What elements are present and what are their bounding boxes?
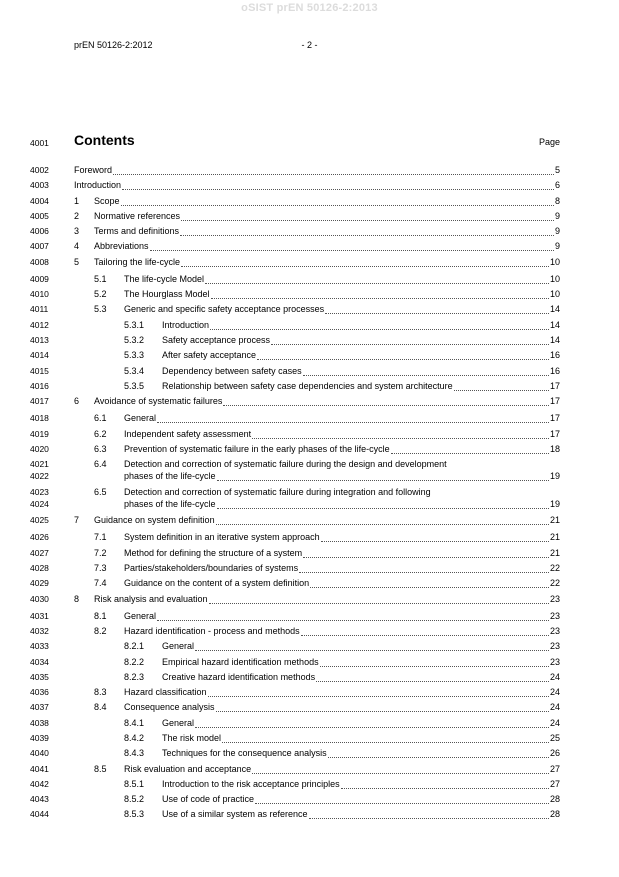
line-number: 4037 — [30, 702, 49, 713]
dot-leader — [217, 500, 549, 509]
section-number: 4 — [74, 241, 80, 252]
toc-title: Empirical hazard identification methods — [162, 656, 319, 667]
toc-entry[interactable] — [0, 241, 619, 256]
dot-leader — [210, 321, 549, 330]
toc-entry[interactable] — [0, 532, 619, 547]
dot-leader — [205, 275, 549, 284]
toc-title: Detection and correction of systematic failure during integration and following — [124, 487, 431, 498]
toc-entry[interactable] — [0, 748, 619, 763]
toc-page-number: 25 — [549, 732, 560, 743]
dot-leader — [222, 734, 549, 743]
toc-page-number: 19 — [549, 471, 560, 482]
line-number: 4018 — [30, 413, 49, 424]
dot-leader — [157, 612, 549, 621]
line-number: 4013 — [30, 335, 49, 346]
section-number: 5.3 — [94, 304, 107, 315]
dot-leader — [180, 227, 554, 236]
line-number: 4042 — [30, 778, 49, 789]
toc-title: Creative hazard identification methods — [162, 671, 316, 682]
toc-entry[interactable] — [0, 304, 619, 319]
toc-title: Guidance on the content of a system definition — [124, 578, 310, 589]
toc-page-number: 23 — [549, 641, 560, 652]
toc-title-continued: phases of the life-cycle — [124, 499, 216, 510]
line-number: 4021 — [30, 459, 49, 470]
toc-entry[interactable] — [0, 611, 619, 626]
toc-entry[interactable] — [0, 733, 619, 748]
dot-leader — [209, 595, 549, 604]
section-number: 5.3.5 — [124, 380, 145, 391]
toc-page-number: 21 — [549, 532, 560, 543]
line-number: 4005 — [30, 210, 49, 221]
toc-page-number: 22 — [549, 578, 560, 589]
toc-page-number: 24 — [549, 687, 560, 698]
toc-entry[interactable] — [0, 702, 619, 717]
toc-page-number: 23 — [549, 610, 560, 621]
line-number: 4043 — [30, 794, 49, 805]
toc-page-number: 22 — [549, 562, 560, 573]
dot-leader — [150, 242, 554, 251]
toc-title: Parties/stakeholders/boundaries of systems — [124, 562, 299, 573]
toc-page-number: 14 — [549, 335, 560, 346]
section-number: 8.4.3 — [124, 748, 145, 759]
section-number: 6 — [74, 396, 80, 407]
toc-title: System definition in an iterative system approach — [124, 532, 320, 543]
toc-title: Scope — [94, 195, 120, 206]
toc-entry[interactable] — [0, 718, 619, 733]
toc-page-number: 17 — [549, 428, 560, 439]
toc-page-number: 21 — [549, 515, 560, 526]
toc-page-number: 27 — [549, 763, 560, 774]
section-number: 7.1 — [94, 532, 107, 543]
toc-title: After safety acceptance — [162, 350, 257, 361]
line-number: 4027 — [30, 547, 49, 558]
toc-entry[interactable] — [0, 672, 619, 687]
toc-entry[interactable] — [0, 196, 619, 211]
dot-leader — [208, 688, 549, 697]
toc-page-number: 23 — [549, 593, 560, 604]
section-number: 7 — [74, 515, 80, 526]
line-number: 4002 — [30, 165, 49, 175]
toc-entry[interactable] — [0, 657, 619, 672]
page-column-label: Page — [538, 137, 560, 147]
line-number: 4040 — [30, 748, 49, 759]
toc-page-number: 14 — [549, 304, 560, 315]
line-number: 4041 — [30, 763, 49, 774]
dot-leader — [301, 627, 549, 636]
toc-title: Introduction — [74, 180, 122, 191]
toc-title: The risk model — [162, 732, 222, 743]
toc-title: Consequence analysis — [124, 702, 215, 713]
toc-title: Introduction — [162, 319, 210, 330]
toc-entry[interactable] — [0, 809, 619, 824]
line-number: 4025 — [30, 515, 49, 526]
toc-page-number: 14 — [549, 319, 560, 330]
dot-leader — [303, 549, 549, 558]
dot-leader — [309, 810, 549, 819]
toc-title: Relationship between safety case dependencies and system architecture — [162, 380, 453, 391]
dot-leader — [321, 533, 549, 542]
line-number: 4039 — [30, 732, 49, 743]
section-number: 7.4 — [94, 578, 107, 589]
toc-page-number: 24 — [549, 717, 560, 728]
toc-title: Dependency between safety cases — [162, 365, 302, 376]
line-number: 4010 — [30, 289, 49, 300]
toc-entry[interactable] — [0, 350, 619, 365]
toc-title: Use of a similar system as reference — [162, 809, 308, 820]
section-number: 5.1 — [94, 273, 107, 284]
section-number: 5.2 — [94, 289, 107, 300]
dot-leader — [320, 658, 549, 667]
toc-title: Hazard identification - process and methods — [124, 625, 300, 636]
page-number: - 2 - — [301, 40, 318, 50]
toc-page-number: 16 — [549, 350, 560, 361]
line-number: 4036 — [30, 687, 49, 698]
line-number: 4017 — [30, 396, 49, 407]
toc-entry[interactable] — [0, 396, 619, 411]
section-number: 6.2 — [94, 428, 107, 439]
toc-entry[interactable] — [0, 794, 619, 809]
contents-title: Contents — [74, 132, 135, 148]
line-number: 4020 — [30, 443, 49, 454]
dot-leader — [195, 642, 549, 651]
toc-entry[interactable] — [0, 429, 619, 444]
toc-entry[interactable] — [0, 257, 619, 272]
toc-page-number: 6 — [554, 180, 560, 191]
watermark: oSIST prEN 50126-2:2013 — [241, 2, 378, 14]
section-number: 8.2 — [94, 625, 107, 636]
dot-leader — [271, 336, 549, 345]
section-number: 8.2.1 — [124, 641, 145, 652]
line-number: 4031 — [30, 610, 49, 621]
section-number: 6.4 — [94, 459, 107, 470]
toc-entry[interactable] — [0, 335, 619, 350]
dot-leader — [216, 703, 549, 712]
contents-heading-row — [0, 132, 619, 150]
line-number: 4008 — [30, 256, 49, 267]
line-number: 4007 — [30, 241, 49, 252]
toc-title: General — [162, 641, 195, 652]
dot-leader — [316, 673, 549, 682]
toc-entry[interactable] — [0, 641, 619, 656]
line-number: 4015 — [30, 365, 49, 376]
section-number: 8.5.2 — [124, 794, 145, 805]
toc-entry[interactable] — [0, 594, 619, 609]
dot-leader — [299, 564, 549, 573]
toc-entry[interactable] — [0, 578, 619, 593]
dot-leader — [217, 472, 549, 481]
section-number: 6.1 — [94, 413, 107, 424]
section-number: 5 — [74, 256, 80, 267]
toc-entry[interactable] — [0, 289, 619, 304]
toc-entry[interactable] — [0, 180, 619, 195]
dot-leader — [325, 305, 549, 314]
toc-entry[interactable] — [0, 626, 619, 641]
toc-title: Prevention of systematic failure in the early phases of the life-cycle — [124, 443, 390, 454]
line-number: 4019 — [30, 428, 49, 439]
toc-title: Normative references — [94, 210, 181, 221]
toc-title: Guidance on system definition — [94, 515, 215, 526]
section-number: 2 — [74, 210, 80, 221]
toc-entry[interactable] — [0, 381, 619, 396]
toc-page-number: 17 — [549, 380, 560, 391]
line-number: 4012 — [30, 319, 49, 330]
line-number: 4026 — [30, 532, 49, 543]
line-number: 4033 — [30, 641, 49, 652]
toc-title: Terms and definitions — [94, 226, 180, 237]
toc-title: Hazard classification — [124, 687, 207, 698]
section-number: 3 — [74, 226, 80, 237]
line-number: 4014 — [30, 350, 49, 361]
dot-leader — [223, 397, 549, 406]
section-number: 8.3 — [94, 687, 107, 698]
toc-page-number: 10 — [549, 273, 560, 284]
toc-title: Tailoring the life-cycle — [94, 256, 181, 267]
section-number: 8.4 — [94, 702, 107, 713]
toc-page-number: 28 — [549, 794, 560, 805]
line-number: 4003 — [30, 180, 49, 191]
section-number: 6.5 — [94, 487, 107, 498]
toc-page-number: 24 — [549, 702, 560, 713]
toc-page-number: 19 — [549, 499, 560, 510]
line-number: 4044 — [30, 809, 49, 820]
section-number: 5.3.4 — [124, 365, 145, 376]
line-number: 4016 — [30, 380, 49, 391]
toc-entry[interactable] — [0, 548, 619, 563]
dot-leader — [252, 765, 549, 774]
section-number: 8.4.1 — [124, 717, 145, 728]
toc-page-number: 21 — [549, 547, 560, 558]
toc-entry[interactable] — [0, 444, 619, 459]
line-number: 4035 — [30, 671, 49, 682]
toc-page-number: 9 — [554, 210, 560, 221]
section-number: 8.1 — [94, 610, 107, 621]
line-number: 4011 — [30, 304, 49, 315]
dot-leader — [216, 516, 549, 525]
toc-page-number: 18 — [549, 443, 560, 454]
dot-leader — [195, 719, 549, 728]
toc-page-number: 10 — [549, 289, 560, 300]
section-number: 8 — [74, 593, 80, 604]
dot-leader — [252, 430, 549, 439]
toc-title: Avoidance of systematic failures — [94, 396, 223, 407]
dot-leader — [181, 258, 549, 267]
line-number: 4028 — [30, 562, 49, 573]
section-number: 5.3.3 — [124, 350, 145, 361]
toc-page-number: 17 — [549, 413, 560, 424]
dot-leader — [310, 579, 549, 588]
line-number: 4009 — [30, 273, 49, 284]
toc-title: The life-cycle Model — [124, 273, 205, 284]
dot-leader — [328, 749, 549, 758]
toc-entry[interactable] — [0, 487, 619, 515]
line-number: 4001 — [30, 138, 49, 148]
section-number: 6.3 — [94, 443, 107, 454]
section-number: 7.2 — [94, 547, 107, 558]
toc-entry[interactable] — [0, 274, 619, 289]
table-of-contents — [0, 165, 619, 825]
toc-title: Detection and correction of systematic failure during the design and development — [124, 459, 447, 470]
toc-entry[interactable] — [0, 413, 619, 428]
toc-title: Introduction to the risk acceptance principles — [162, 778, 340, 789]
toc-entry[interactable] — [0, 764, 619, 779]
line-number: 4032 — [30, 625, 49, 636]
dot-leader — [454, 382, 549, 391]
section-number: 8.5.1 — [124, 778, 145, 789]
dot-leader — [391, 445, 549, 454]
toc-page-number: 23 — [549, 656, 560, 667]
toc-title: Risk analysis and evaluation — [94, 593, 208, 604]
dot-leader — [341, 780, 549, 789]
line-number: 4029 — [30, 578, 49, 589]
section-number: 7.3 — [94, 562, 107, 573]
toc-page-number: 27 — [549, 778, 560, 789]
section-number: 5.3.1 — [124, 319, 145, 330]
toc-entry[interactable] — [0, 515, 619, 530]
toc-page-number: 24 — [549, 671, 560, 682]
toc-page-number: 9 — [554, 226, 560, 237]
dot-leader — [255, 795, 549, 804]
toc-entry[interactable] — [0, 211, 619, 226]
toc-page-number: 5 — [554, 165, 560, 175]
dot-leader — [121, 197, 554, 206]
line-number: 4023 — [30, 487, 49, 498]
line-number: 4030 — [30, 593, 49, 604]
section-number: 1 — [74, 195, 80, 206]
toc-page-number: 17 — [549, 396, 560, 407]
toc-title: General — [124, 610, 157, 621]
line-number: 4038 — [30, 717, 49, 728]
line-number: 4006 — [30, 226, 49, 237]
dot-leader — [303, 367, 549, 376]
toc-entry[interactable] — [0, 320, 619, 335]
section-number: 5.3.2 — [124, 335, 145, 346]
dot-leader — [257, 351, 549, 360]
section-number: 8.2.3 — [124, 671, 145, 682]
toc-page-number: 9 — [554, 241, 560, 252]
toc-title: Safety acceptance process — [162, 335, 271, 346]
toc-title: Independent safety assessment — [124, 428, 252, 439]
toc-title: General — [162, 717, 195, 728]
toc-page-number: 26 — [549, 748, 560, 759]
toc-entry[interactable] — [0, 226, 619, 241]
toc-entry[interactable] — [0, 563, 619, 578]
dot-leader — [122, 181, 554, 190]
toc-page-number: 28 — [549, 809, 560, 820]
line-number: 4024 — [30, 499, 49, 510]
toc-entry[interactable] — [0, 165, 619, 180]
line-number: 4034 — [30, 656, 49, 667]
dot-leader — [113, 166, 554, 175]
toc-title: Techniques for the consequence analysis — [162, 748, 327, 759]
section-number: 8.2.2 — [124, 656, 145, 667]
toc-title: Abbreviations — [94, 241, 149, 252]
document-id: prEN 50126-2:2012 — [74, 40, 153, 50]
section-number: 8.4.2 — [124, 732, 145, 743]
toc-entry[interactable] — [0, 366, 619, 381]
toc-entry[interactable] — [0, 687, 619, 702]
line-number: 4022 — [30, 471, 49, 482]
toc-entry[interactable] — [0, 779, 619, 794]
toc-title: Generic and specific safety acceptance processes — [124, 304, 325, 315]
section-number: 8.5 — [94, 763, 107, 774]
toc-title: Foreword — [74, 165, 113, 175]
line-number: 4004 — [30, 195, 49, 206]
dot-leader — [211, 290, 549, 299]
toc-page-number: 16 — [549, 365, 560, 376]
section-number: 8.5.3 — [124, 809, 145, 820]
toc-title: Risk evaluation and acceptance — [124, 763, 252, 774]
toc-page-number: 10 — [549, 256, 560, 267]
toc-entry[interactable] — [0, 459, 619, 487]
toc-title: Use of code of practice — [162, 794, 255, 805]
dot-leader — [157, 414, 549, 423]
dot-leader — [181, 212, 554, 221]
toc-page-number: 23 — [549, 625, 560, 636]
toc-page-number: 8 — [554, 195, 560, 206]
toc-title: The Hourglass Model — [124, 289, 210, 300]
toc-title-continued: phases of the life-cycle — [124, 471, 216, 482]
toc-title: General — [124, 413, 157, 424]
toc-title: Method for defining the structure of a system — [124, 547, 303, 558]
